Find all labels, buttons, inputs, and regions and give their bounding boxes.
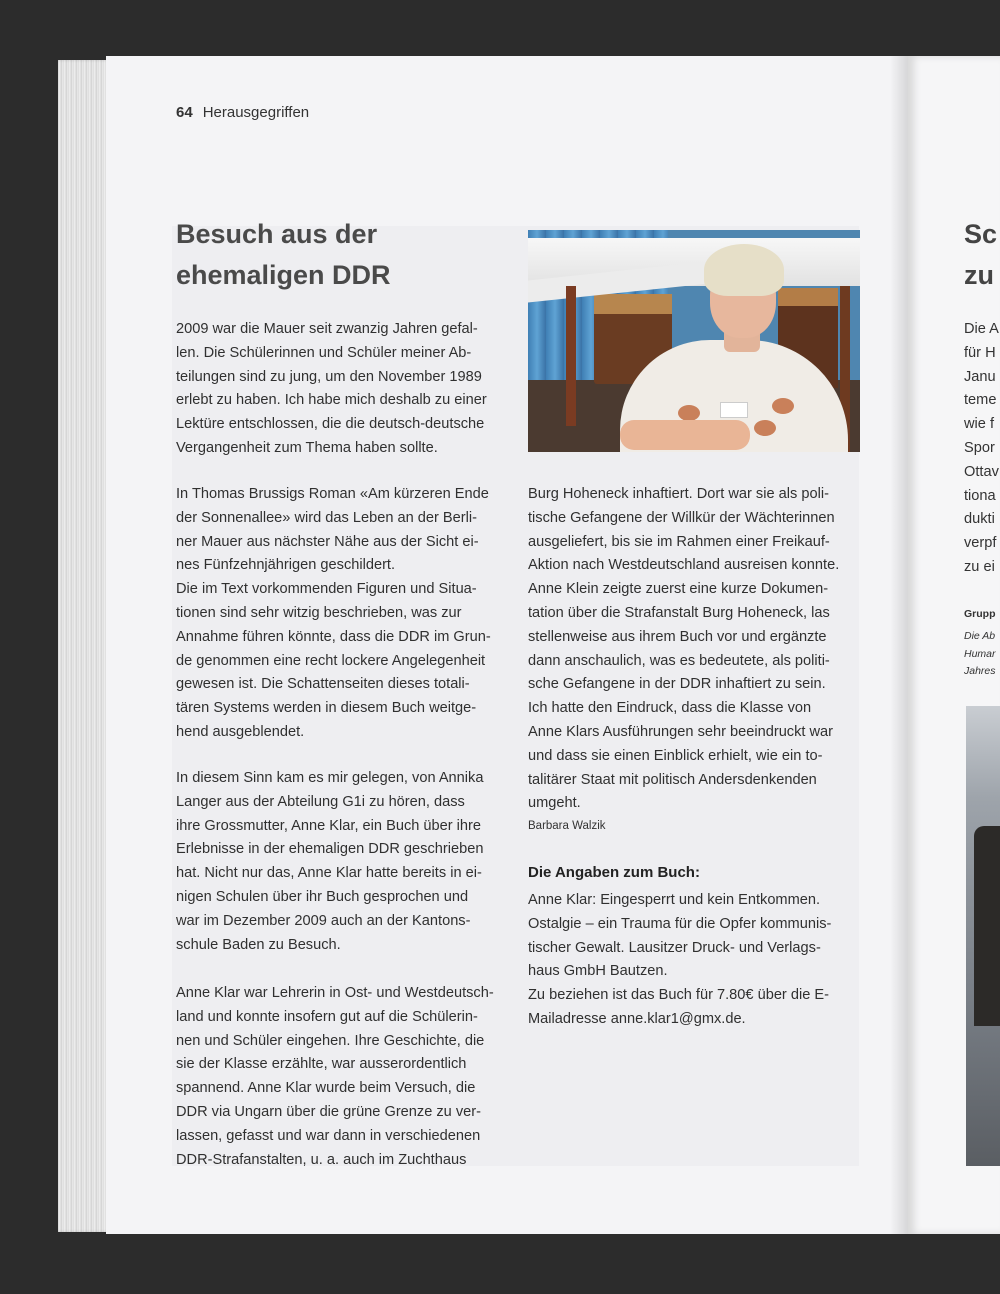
right-page-caption-heading: Grupp [964, 608, 996, 620]
text-line: tionen sind sehr witzig beschrieben, was zur [176, 604, 462, 621]
text-line: Ostalgie – ein Trauma für die Opfer kommunis- [528, 915, 832, 932]
text-line: talitärer Staat mit politisch Andersdenkenden [528, 771, 817, 788]
right-page-text [964, 318, 999, 580]
text-line: 2009 war die Mauer seit zwanzig Jahren gefal- [176, 321, 478, 337]
text-line: sche Gefangene in der DDR inhaftiert zu sein. [528, 676, 826, 693]
text-line: ner Mauer aus nächster Nähe aus der Sicht ei- [176, 533, 479, 550]
paragraph [176, 767, 510, 957]
running-header [176, 104, 309, 121]
portrait-photo [528, 230, 860, 452]
right-page-title [964, 214, 997, 296]
text-line: Mailadresse anne.klar1@gmx.de. [528, 1010, 746, 1027]
text-line: Vergangenheit zum Thema haben sollte. [176, 439, 438, 456]
text-line: Die Ab [964, 630, 996, 642]
text-line: Burg Hoheneck inhaftiert. Dort war sie als poli- [528, 486, 829, 502]
text-line: Anne Klar: Eingesperrt und kein Entkommen. [528, 892, 821, 908]
paragraph [176, 982, 510, 1172]
text-line: der Sonnenallee» wird das Leben an der Berli- [176, 509, 477, 526]
text-line: hat. Nicht nur das, Anne Klar hatte bereits in ei- [176, 865, 482, 882]
paragraph [176, 483, 510, 745]
text-line: für H [964, 344, 996, 361]
text-line: haus GmbH Bautzen. [528, 963, 668, 980]
text-line: zu ei [964, 558, 995, 575]
text-line: dann anschaulich, was es bedeutete, als politi- [528, 652, 830, 669]
text-line: lassen, gefasst und war dann in verschiedenen [176, 1127, 481, 1144]
text-line: Anne Klars Ausführungen sehr beeindruckt war [528, 723, 834, 740]
text-line: ihre Grossmutter, Anne Klar, ein Buch über ihre [176, 817, 482, 834]
photo-sweater-pattern [754, 420, 776, 436]
text-line: und dass sie einen Einblick erhielt, wie ein to- [528, 747, 823, 764]
text-line: nen und Schüler eingehen. Ihre Geschichte, die [176, 1032, 485, 1049]
text-line: len. Die Schülerinnen und Schüler meiner Ab- [176, 344, 472, 361]
text-line: In diesem Sinn kam es mir gelegen, von Annika [176, 770, 484, 786]
text-line: tation über die Strafanstalt Burg Hoheneck, las [528, 604, 830, 621]
photo-person-hair [704, 244, 784, 296]
photo-sweater-pattern [772, 398, 794, 414]
text-line: In Thomas Brussigs Roman «Am kürzeren Ende [176, 486, 489, 502]
text-line: ausgeliefert, bis sie im Rahmen einer Freikauf- [528, 533, 830, 550]
text-line: dukti [964, 511, 995, 528]
text-line: Erlebnisse in der ehemaligen DDR geschrieben [176, 841, 484, 858]
author-name: Barbara Walzik [528, 820, 606, 832]
text-line: Humar [964, 647, 996, 660]
text-line: gewesen ist. Die Schattenseiten dieses totali- [176, 676, 470, 693]
text-line: Anne Klein zeigte zuerst eine kurze Dokumen- [528, 581, 829, 598]
text-line: nigen Schulen über ihr Buch gesprochen und [176, 888, 469, 905]
article-title [176, 214, 496, 296]
title-line: ehemaligen DDR [176, 260, 391, 290]
text-line: erlebt zu haben. Ich habe mich deshalb zu einer [176, 392, 487, 409]
page-number: 64 [176, 104, 193, 121]
book-info [528, 889, 863, 1032]
text-line: Die im Text vorkommenden Figuren und Situa- [176, 581, 477, 598]
text-line: DDR-Strafanstalten, u. a. auch im Zuchthaus [176, 1151, 467, 1168]
text-line: wie f [964, 416, 995, 433]
text-line: tären Systems werden in diesem Buch weitge- [176, 700, 477, 717]
title-line: Besuch aus der [176, 219, 378, 249]
title-line: Sc [964, 219, 998, 249]
text-line: Langer aus der Abteilung G1i zu hören, dass [176, 793, 465, 810]
text-line: spannend. Anne Klar wurde beim Versuch, die [176, 1080, 476, 1097]
text-line: umgeht. [528, 795, 581, 812]
left-page [106, 56, 908, 1234]
text-line: Janu [964, 368, 996, 385]
text-line: Ich hatte den Eindruck, dass die Klasse von [528, 700, 812, 717]
text-line: Aktion nach Westdeutschland ausreisen konnte. [528, 557, 840, 574]
text-line: de genommen eine recht lockere Angelegenheit [176, 652, 486, 669]
text-line: DDR via Ungarn über die grüne Grenze zu ver- [176, 1103, 481, 1120]
text-line: nes Fünfzehnjährigen geschildert. [176, 557, 396, 574]
text-line: land und konnte insofern gut auf die Schülerin- [176, 1008, 478, 1025]
right-page [908, 56, 1000, 1234]
text-line: tische Gefangene der Willkür der Wächterinnen [528, 509, 835, 526]
photo-person-arm [620, 420, 750, 450]
text-line: Zu beziehen ist das Buch für 7.80€ über die E- [528, 987, 829, 1004]
text-line: war im Dezember 2009 auch an der Kantons- [176, 912, 471, 929]
text-line: Lektüre entschlossen, die die deutsch-deutsche [176, 416, 485, 433]
right-page-photo [966, 706, 1000, 1166]
paragraph [528, 483, 863, 816]
text-line: Jahres [964, 665, 996, 677]
text-line: Ottav [964, 463, 999, 480]
title-line: zu [964, 260, 994, 290]
section-name: Herausgegriffen [202, 104, 310, 121]
photo-table-leg [566, 286, 576, 426]
text-line: hend ausgeblendet. [176, 723, 305, 740]
text-line: stellenweise aus ihrem Buch vor und ergänzte [528, 628, 827, 645]
text-line: verpf [964, 535, 997, 552]
photo-name-badge [720, 402, 748, 418]
text-line: teme [964, 392, 997, 409]
right-page-caption [964, 628, 996, 681]
text-line: tiona [964, 487, 996, 504]
gutter-shadow [890, 56, 908, 1234]
text-line: Spor [964, 439, 995, 456]
text-line: tischer Gewalt. Lausitzer Druck- und Verlags- [528, 939, 821, 956]
photo-sweater-pattern [678, 405, 700, 421]
text-line: schule Baden zu Besuch. [176, 936, 341, 953]
text-line: Die A [964, 321, 999, 337]
text-line: teilungen sind zu jung, um den November 1989 [176, 368, 482, 385]
paragraph [176, 318, 510, 461]
text-line: sie der Klasse erzählte, war ausserordentlich [176, 1056, 467, 1073]
text-line: Anne Klar war Lehrerin in Ost- und Westdeutsch- [176, 985, 494, 1001]
book-info-heading: Die Angaben zum Buch: [528, 864, 700, 881]
text-line: Annahme führen könnte, dass die DDR im Grun- [176, 628, 491, 645]
